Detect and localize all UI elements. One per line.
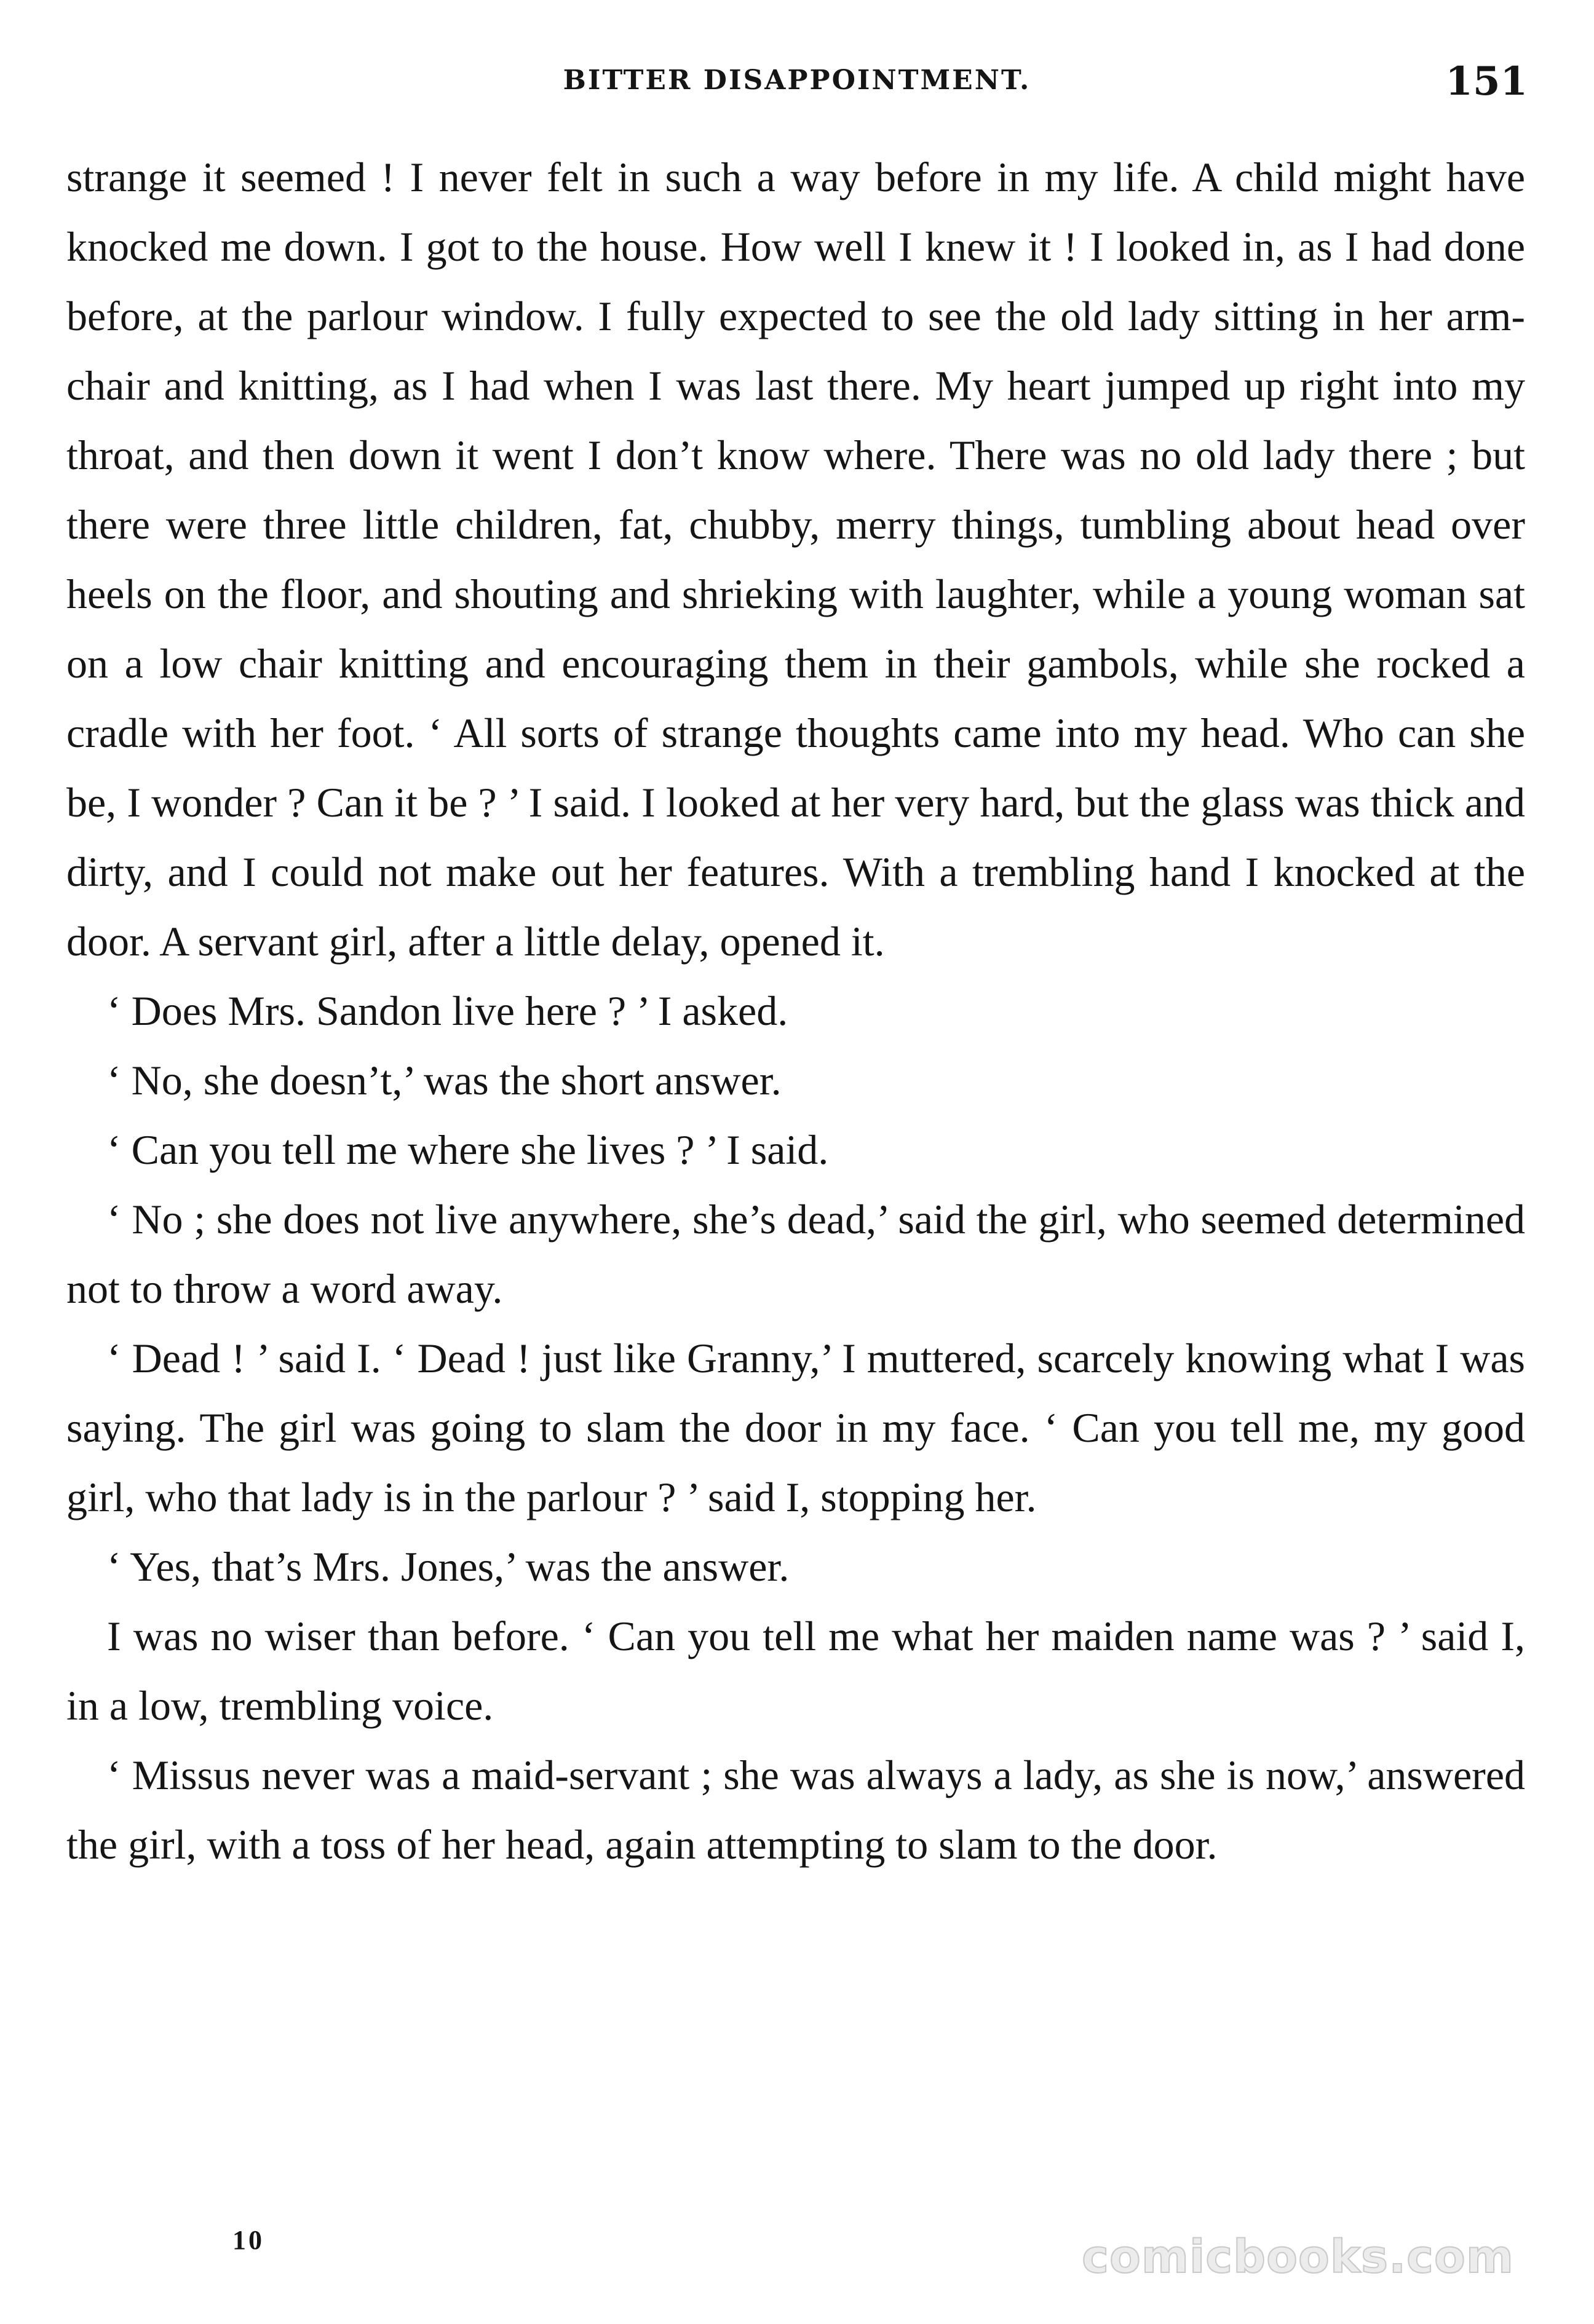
paragraph: ‘ Yes, that’s Mrs. Jones,’ was the answer. (107, 1543, 790, 1590)
paragraph: ‘ No ; she does not live anywhere, she’s dead,’ said the girl, who seemed determined not to throw a word away. (66, 1196, 1525, 1312)
paragraph: I was no wiser than before. ‘ Can you tell me what her maiden name was ? ’ said I, in a low, trembling voice. (66, 1613, 1525, 1729)
paragraph: strange it seemed ! I never felt in such a way before in my life. A child might have knocked me down. I got to the house. How well I knew it ! I looked in, as I had done before, at the parlour window. I fully expected to see the old lady sitting in her arm-chair and knitting, as I had when I was last there. My heart jumped up right into my throat, and then down it went I don’t know where. There was no old lady there ; but there were three little children, fat, chubby, merry things, tumbling about head over heels on the floor, and shouting and shrieking with laughter, while a young woman sat on a low chair knitting and encouraging them in their gambols, while she rocked a cradle with her foot. ‘ All sorts of strange thoughts came into my head. Who can she be, I wonder ? Can it be ? ’ I said. I looked at her very hard, but the glass was thick and dirty, and I could not make out her features. With a trembling hand I knocked at the door. A servant girl, after a little delay, opened it. (66, 154, 1525, 965)
paragraph: ‘ Dead ! ’ said I. ‘ Dead ! just like Granny,’ I muttered, scarcely knowing what I was saying. The girl was going to slam the door in my face. ‘ Can you tell me, my good girl, who that lady is in the parlour ? ’ said I, stopping her. (66, 1335, 1525, 1520)
paragraph: ‘ No, she doesn’t,’ was the short answer. (107, 1057, 782, 1104)
page-number: 151 (1445, 58, 1528, 105)
running-head: BITTER DISAPPOINTMENT. (563, 65, 1031, 96)
paragraph: ‘ Missus never was a maid-servant ; she was always a lady, as she is now,’ answered the girl, with a toss of her head, again attempting to slam to the door. (66, 1752, 1525, 1868)
watermark: comicbooks.com (1082, 2231, 1514, 2283)
signature-mark: 10 (232, 2225, 264, 2255)
paragraph: ‘ Can you tell me where she lives ? ’ I said. (107, 1126, 829, 1173)
body-text (66, 143, 1525, 1879)
paragraph: ‘ Does Mrs. Sandon live here ? ’ I asked. (107, 987, 788, 1034)
page-header (66, 58, 1528, 108)
